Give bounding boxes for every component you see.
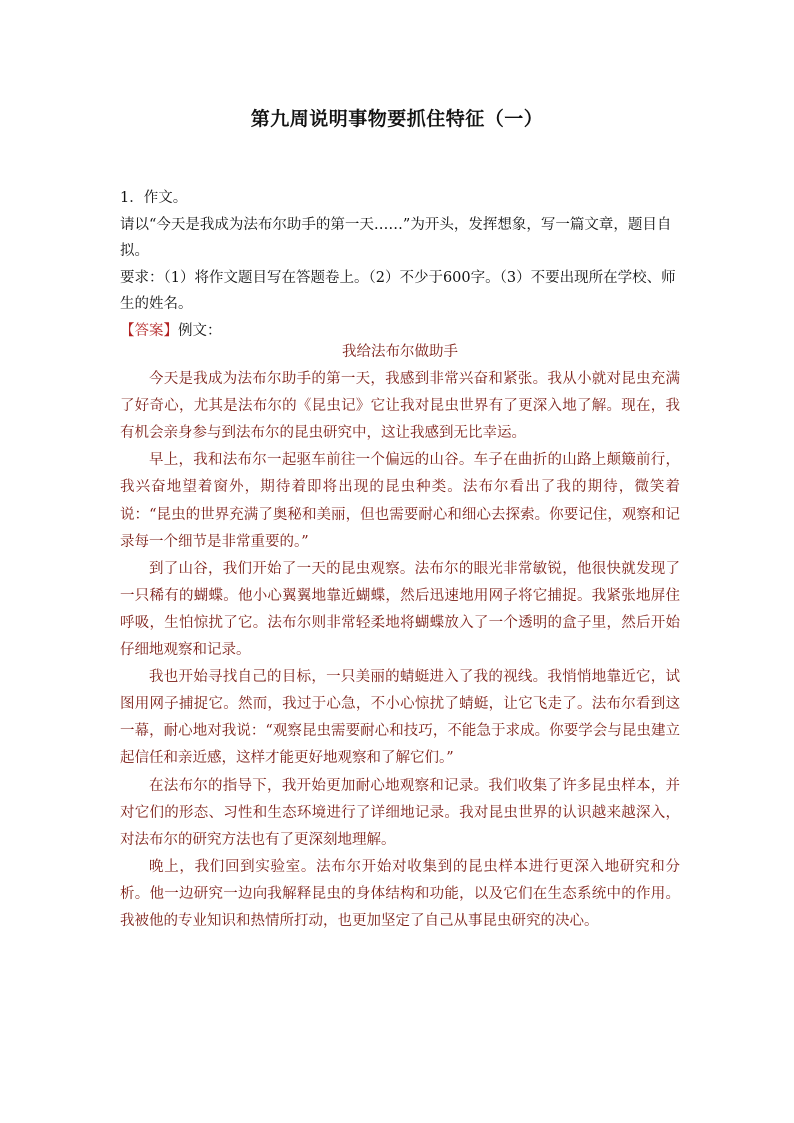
answer-label: 【答案】 [120, 322, 178, 339]
sample-essay [120, 339, 680, 935]
answer-intro: 例文： [178, 322, 222, 339]
essay-paragraph: 早上，我和法布尔一起驱车前往一个偏远的山谷。车子在曲折的山路上颠簸前行，我兴奋地望着窗外，期待着即将出现的昆虫种类。法布尔看出了我的期待，微笑着说：“昆虫的世界充满了奥秘和美丽，但也需要耐心和细心去探索。你要记住，观察和记录每一个细节是非常重要的。” [120, 452, 680, 550]
essay-paragraph: 我也开始寻找自己的目标，一只美丽的蜻蜓进入了我的视线。我悄悄地靠近它，试图用网子捕捉它。然而，我过于心急，不小心惊扰了蜻蜓，让它飞走了。法布尔看到这一幕，耐心地对我说：“观察昆虫需要耐心和技巧，不能急于求成。你要学会与昆虫建立起信任和亲近感，这样才能更好地观察和了解它们。” [120, 669, 680, 767]
essay-paragraph: 到了山谷，我们开始了一天的昆虫观察。法布尔的眼光非常敏锐，他很快就发现了一只稀有的蝴蝶。他小心翼翼地靠近蝴蝶，然后迅速地用网子将它捕捉。我紧张地屏住呼吸，生怕惊扰了它。法布尔则非常轻柔地将蝴蝶放入了一个透明的盒子里，然后开始仔细地观察和记录。 [120, 560, 680, 659]
question-prompt-line: 请以“今天是我成为法布尔助手的第一天……”为开头，发挥想象，写一篇文章，题目自拟。 [120, 216, 672, 259]
essay-paragraph: 晚上，我们回到实验室。法布尔开始对收集到的昆虫样本进行更深入地研究和分析。他一边研究一边向我解释昆虫的身体结构和功能，以及它们在生态系统中的作用。我被他的专业知识和热情所打动，也更加坚定了自己从事昆虫研究的决心。 [120, 858, 680, 929]
question-block [120, 185, 680, 344]
essay-paragraph: 今天是我成为法布尔助手的第一天，我感到非常兴奋和紧张。我从小就对昆虫充满了好奇心，尤其是法布尔的《昆虫记》它让我对昆虫世界有了更深入地了解。现在，我有机会亲身参与到法布尔的昆虫研究中，这让我感到无比幸运。 [120, 371, 680, 442]
question-requirements: 要求：（1）将作文题目写在答题卷上。（2）不少于600字。（3）不要出现所在学校、师生的姓名。 [120, 269, 676, 312]
essay-title: 我给法布尔做助手 [342, 344, 458, 360]
essay-paragraph: 在法布尔的指导下，我开始更加耐心地观察和记录。我们收集了许多昆虫样本，并对它们的形态、习性和生态环境进行了详细地记录。我对昆虫世界的认识越来越深入，对法布尔的研究方法也有了更深刻地理解。 [120, 777, 680, 848]
question-number: 1．作文。 [120, 190, 188, 206]
page-title: 第九周说明事物要抓住特征（一） [250, 108, 544, 130]
